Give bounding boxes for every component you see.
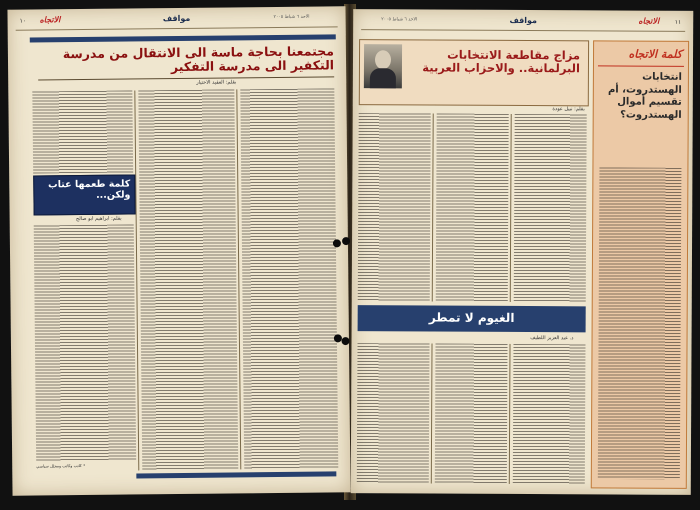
editorial-text [598,167,682,479]
main-byline: بقلم: العقيد الاختيار [196,79,237,86]
left-header-date: الاحد ٦ شباط ٢٠٠٥ [273,14,310,20]
article-text-col-1 [358,113,431,301]
editorial-column [591,40,689,488]
left-column-text-top [32,90,133,173]
bottom-blue-band [136,471,336,478]
bottom-article-band [358,305,586,332]
bottom-article-byline: د. عبد العزيز اللطيف [530,335,574,342]
author-suit [370,68,396,88]
right-header-section: مواقف [509,15,537,26]
column-rule [431,344,433,484]
headline-rule [38,76,334,80]
binder-hole [342,237,350,245]
binder-hole [333,239,341,247]
sidebar-note: * كاتب وكاتب ومحلل سياسي [36,462,86,469]
binder-hole [342,337,350,345]
right-column-text [240,88,338,469]
left-page-header [16,12,338,30]
top-article-header-box [359,39,589,106]
author-photo [364,44,402,88]
article-text-col-3 [514,114,587,302]
author-face [375,50,391,69]
bottom-text-col-1 [357,343,430,483]
top-article-headline: مزاج مقاطعة الانتخابات البرلمانية.. والاحزاب العربية [422,47,581,76]
top-blue-band [30,34,336,42]
sidebar-text [34,224,136,461]
sidebar-byline: بقلم: ابراهيم ابو صالح [75,215,122,223]
bottom-text-col-2 [435,344,508,484]
bottom-article-headline: الغيوم لا تمطر [428,310,515,325]
right-page-number: ١١ [674,18,682,26]
sidebar-title: كلمة طعمها عتاب ولكن... [48,178,131,202]
bottom-text-col-3 [513,344,586,484]
column-rule [509,344,511,484]
left-page-number: ١٠ [19,17,27,25]
article-text-col-2 [436,114,509,302]
column-rule [432,114,434,302]
middle-column-text [138,89,238,470]
right-page [351,9,694,495]
editorial-column-title: كلمة الاتجاه [628,47,683,61]
column-rule [510,114,512,302]
top-article-byline: بقلم: نبيل عودة [552,106,585,113]
sidebar-title-box [33,174,135,215]
right-header-date: الاحد ٦ شباط ٢٠٠٥ [381,17,418,23]
main-headline: مجتمعنا بحاجة ماسة الى الانتقال من مدرسة التكفير الى مدرسة التفكير [62,43,335,75]
editorial-title-rule [598,65,684,66]
editorial-headline: انتخابات الهستدروت، أم تقسيم أموال الهستدروت؟ [607,71,682,121]
right-page-header [361,15,685,32]
left-header-section: مواقف [162,13,191,24]
left-header-logo: الاتجاه [39,15,61,25]
left-page [7,6,350,496]
right-header-logo: الاتجاه [638,16,660,26]
